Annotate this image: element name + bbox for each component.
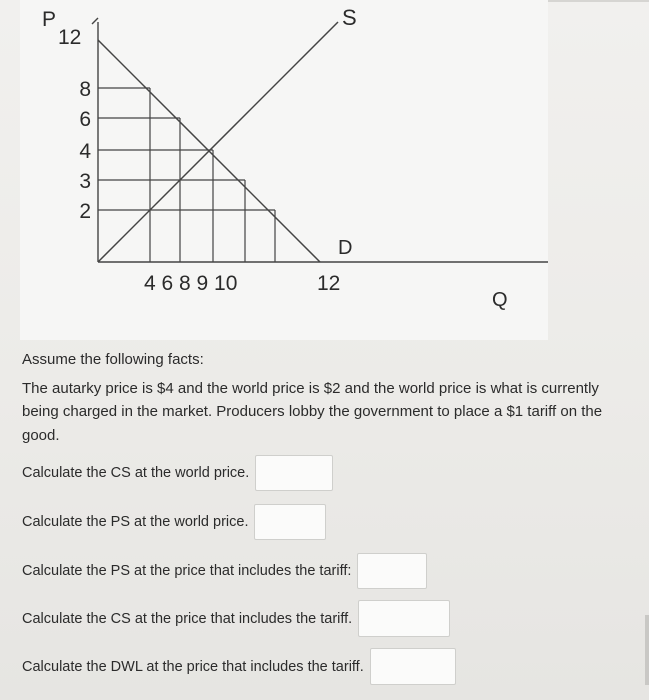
problem-statement: The autarky price is $4 and the world price is $2 and the world price is what is currently being charged in the market. Producers lobby the government to place a $1 tariff on the good. (22, 380, 603, 444)
question-cs-tariff (22, 600, 450, 637)
dwl-tariff-answer-input[interactable] (370, 648, 456, 685)
question-label: Calculate the PS at the price that includes the tariff: (22, 563, 352, 579)
price-tick-label: 3 (79, 170, 91, 193)
demand-label: D (338, 237, 353, 259)
question-label: Calculate the PS at the world price. (22, 514, 249, 530)
y-axis-tick (92, 18, 98, 24)
price-tick-label: 8 (79, 78, 91, 101)
supply-label: S (342, 5, 357, 30)
cs-tariff-answer-input[interactable] (358, 600, 450, 637)
ps-tariff-answer-input[interactable] (357, 553, 427, 589)
qty-tick-labels: 4 6 8 9 10 (144, 272, 238, 295)
question-ps-world (22, 504, 326, 540)
scroll-edge (645, 615, 649, 685)
price-tick-label: 4 (79, 140, 91, 163)
question-ps-tariff (22, 553, 427, 589)
question-label: Calculate the DWL at the price that includes the tariff. (22, 658, 364, 675)
intro-text: Assume the following facts: (22, 351, 204, 368)
question-dwl-tariff (22, 648, 456, 685)
question-label: Calculate the CS at the world price. (22, 465, 250, 481)
supply-curve (98, 22, 338, 262)
question-cs-world (22, 455, 333, 491)
ps-world-answer-input[interactable] (254, 504, 326, 540)
price-tick-label: 2 (79, 200, 91, 223)
y-axis-label: P (42, 8, 57, 31)
supply-demand-graph (20, 0, 548, 340)
question-label: Calculate the CS at the price that includes the tariff. (22, 610, 353, 627)
price-tick-label: 6 (79, 108, 91, 131)
y-max-label: 12 (58, 26, 82, 49)
cs-world-answer-input[interactable] (255, 455, 333, 491)
x-axis-label: Q (492, 289, 508, 311)
graph-panel (20, 0, 548, 340)
qty-max-label: 12 (317, 272, 341, 295)
